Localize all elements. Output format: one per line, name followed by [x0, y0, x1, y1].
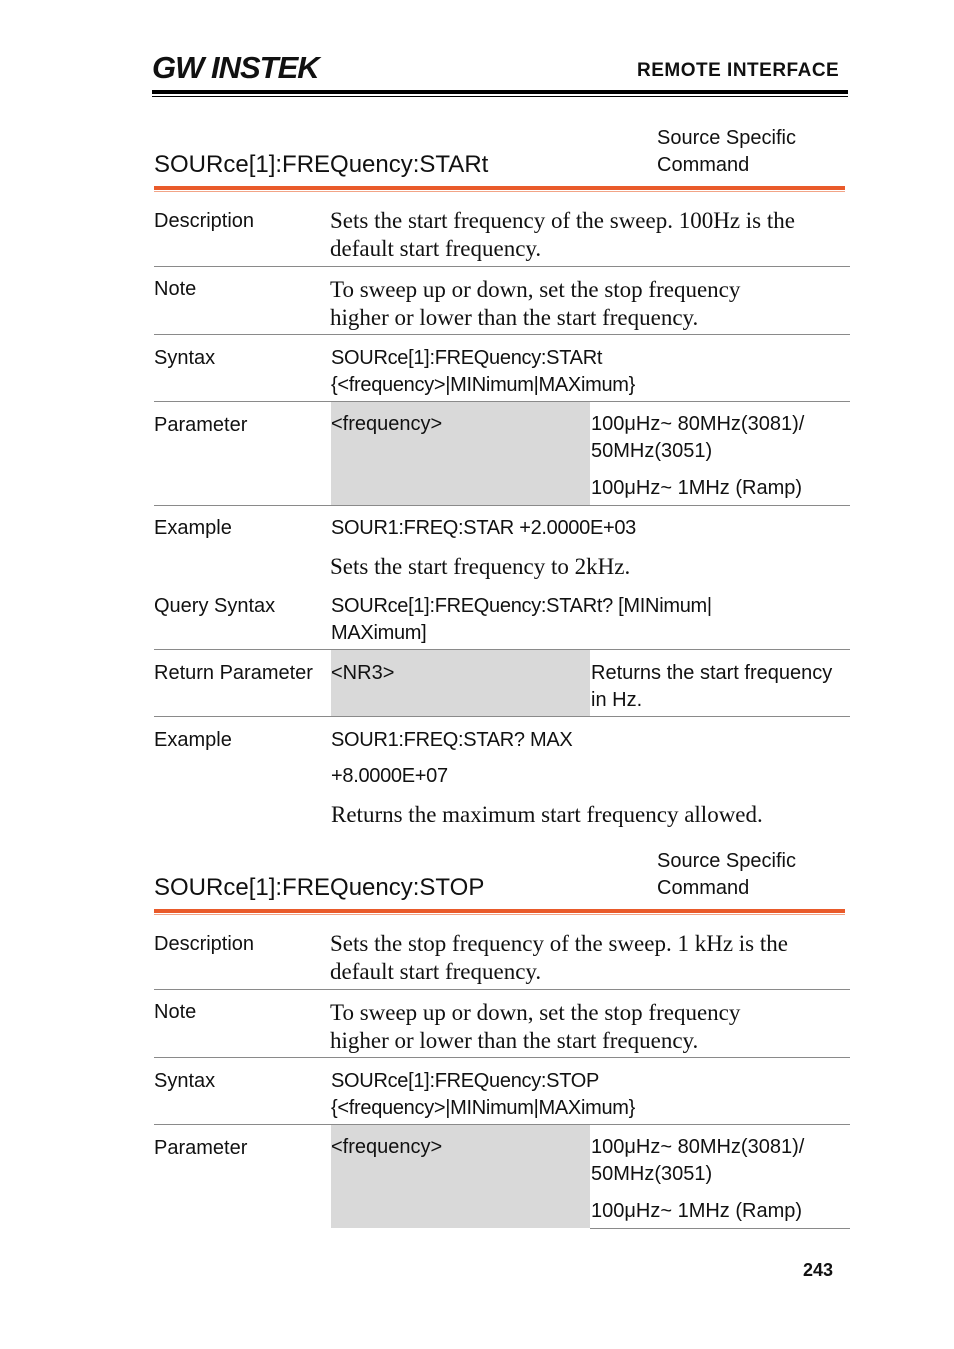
title-underline-thin	[154, 914, 845, 915]
gw-instek-logo	[152, 52, 324, 87]
row-divider	[590, 1228, 850, 1229]
row-divider	[154, 989, 850, 990]
syntax-line2: {<frequency>|MINimum|MAXimum}	[331, 374, 636, 396]
note-text	[330, 276, 740, 332]
query-syntax-label: Query Syntax	[154, 595, 276, 617]
description-line1: Sets the start frequency of the sweep. 100Hz is the	[330, 208, 795, 233]
description-line2: default start frequency.	[330, 959, 542, 984]
parameter-name: <frequency>	[331, 413, 443, 435]
command-type-line1: Source Specific	[657, 127, 796, 149]
query-syntax-line1: SOURce[1]:FREQuency:STARt? [MINimum|	[331, 595, 712, 617]
note-label: Note	[154, 1001, 197, 1023]
query-syntax-line2: MAXimum]	[331, 622, 427, 644]
parameter-range-line2: 50MHz(3051)	[591, 440, 713, 462]
command-type-line1: Source Specific	[657, 850, 796, 872]
description-label: Description	[154, 210, 255, 232]
command-type-line2: Command	[657, 154, 750, 176]
syntax-line2: {<frequency>|MINimum|MAXimum}	[331, 1097, 636, 1119]
example-description: Sets the start frequency to 2kHz.	[330, 554, 631, 579]
description-label: Description	[154, 933, 255, 955]
parameter-range	[591, 1134, 804, 1188]
parameter-range-ramp: 100μHz~ 1MHz (Ramp)	[591, 477, 803, 499]
command-title: SOURce[1]:FREQuency:STARt	[154, 151, 489, 178]
return-description	[591, 660, 832, 714]
example2-description: Returns the maximum start frequency allowed.	[331, 802, 763, 827]
header-rule-thin	[152, 96, 848, 97]
title-underline	[154, 909, 845, 913]
note-line1: To sweep up or down, set the stop frequency	[330, 277, 741, 302]
example2-result: +8.0000E+07	[331, 765, 448, 787]
query-syntax-text	[331, 593, 712, 647]
command-type	[657, 848, 796, 902]
example-command: SOUR1:FREQ:STAR +2.0000E+03	[331, 517, 637, 539]
row-divider	[154, 334, 850, 335]
syntax-line1: SOURce[1]:FREQuency:STOP	[331, 1070, 600, 1092]
command-type-line2: Command	[657, 877, 750, 899]
description-line1: Sets the stop frequency of the sweep. 1 kHz is the	[330, 931, 788, 956]
parameter-name: <frequency>	[331, 1136, 443, 1158]
parameter-label: Parameter	[154, 1137, 248, 1159]
parameter-range-ramp: 100μHz~ 1MHz (Ramp)	[591, 1200, 803, 1222]
logo-mark	[152, 52, 324, 82]
example-label: Example	[154, 517, 232, 539]
parameter-range	[591, 411, 804, 465]
parameter-range-line1: 100μHz~ 80MHz(3081)/	[591, 1136, 805, 1158]
page-number: 243	[803, 1260, 834, 1280]
example2-label: Example	[154, 729, 232, 751]
description-text	[330, 930, 788, 986]
parameter-range-line1: 100μHz~ 80MHz(3081)/	[591, 413, 805, 435]
title-underline	[154, 186, 845, 190]
row-divider	[154, 716, 850, 717]
row-divider	[154, 505, 850, 506]
syntax-text	[331, 1068, 635, 1122]
header-rule	[152, 90, 848, 94]
parameter-range-line2: 50MHz(3051)	[591, 1163, 713, 1185]
row-divider	[154, 266, 850, 267]
section-title: REMOTE INTERFACE	[637, 60, 840, 81]
syntax-text	[331, 345, 635, 399]
parameter-label: Parameter	[154, 414, 248, 436]
title-underline-thin	[154, 191, 845, 192]
return-name: <NR3>	[331, 662, 395, 684]
command-title: SOURce[1]:FREQuency:STOP	[154, 874, 485, 901]
description-line2: default start frequency.	[330, 236, 542, 261]
return-parameter-label: Return Parameter	[154, 662, 313, 684]
syntax-label: Syntax	[154, 1070, 216, 1092]
command-type	[657, 125, 796, 179]
description-text	[330, 207, 795, 263]
example2-command: SOUR1:FREQ:STAR? MAX	[331, 729, 573, 751]
note-label: Note	[154, 278, 197, 300]
syntax-line1: SOURce[1]:FREQuency:STARt	[331, 347, 603, 369]
syntax-label: Syntax	[154, 347, 216, 369]
return-description-line2: in Hz.	[591, 689, 643, 711]
return-description-line1: Returns the start frequency	[591, 662, 833, 684]
note-line1: To sweep up or down, set the stop frequency	[330, 1000, 741, 1025]
note-text	[330, 999, 740, 1055]
note-line2: higher or lower than the start frequency.	[330, 305, 699, 330]
note-line2: higher or lower than the start frequency.	[330, 1028, 699, 1053]
logo-wordmark: GW INSTEK	[152, 52, 319, 82]
row-divider	[154, 1057, 850, 1058]
